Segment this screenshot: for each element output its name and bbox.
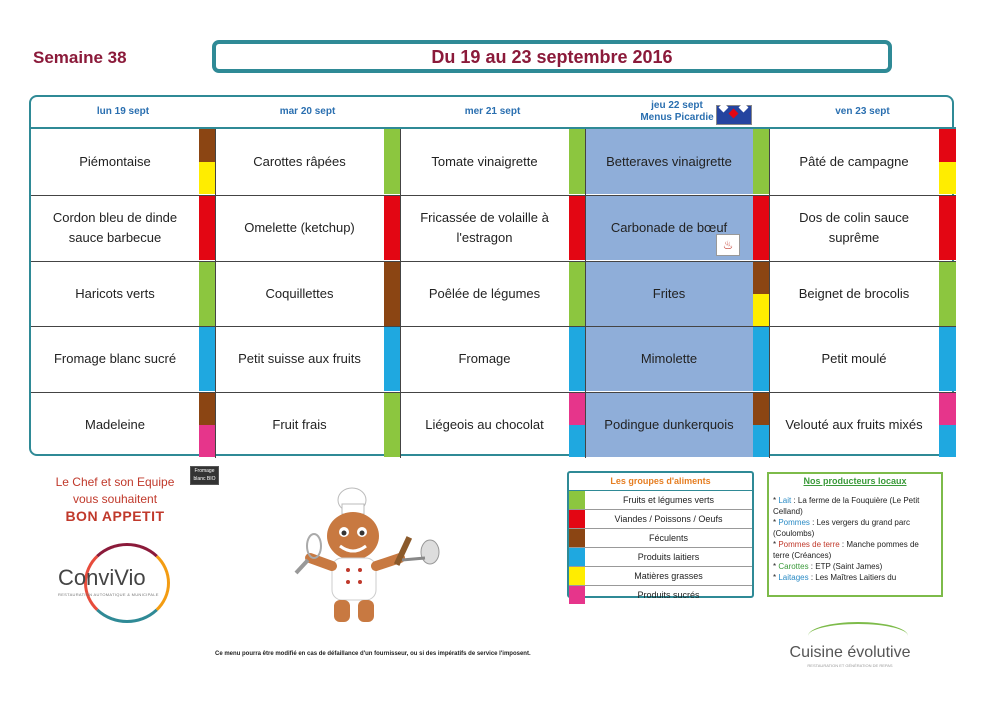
day-header-tue bbox=[215, 97, 400, 129]
menu-cell: Betteraves vinaigrette bbox=[585, 129, 753, 194]
menu-cell: Fruit frais bbox=[272, 416, 327, 432]
menu-cell: Piémontaise bbox=[79, 153, 151, 169]
day-theme: Menus Picardie bbox=[640, 112, 714, 123]
food-group-band bbox=[384, 392, 401, 457]
producer-text: ETP (Saint James) bbox=[815, 562, 883, 571]
greeting-line-2: vous souhaitent bbox=[72, 492, 158, 506]
row-divider bbox=[31, 392, 956, 393]
food-group-swatch bbox=[569, 529, 585, 547]
menu-cell: Dos de colin sauce suprême bbox=[799, 209, 909, 245]
day-name: mar 20 sept bbox=[279, 106, 336, 117]
food-group-label: Fruits et légumes verts bbox=[622, 495, 715, 505]
bio-badge bbox=[190, 466, 219, 485]
food-group-label: Matières grasses bbox=[634, 571, 703, 581]
producer-item: * Carottes : ETP (Saint James) bbox=[773, 562, 883, 571]
food-group-band bbox=[384, 129, 401, 194]
greeting-line-1: Le Chef et son Equipe bbox=[55, 475, 175, 489]
menu-cell: Fromage blanc sucré bbox=[53, 350, 177, 366]
menu-cell: Frites bbox=[585, 261, 753, 326]
menu-cell: Velouté aux fruits mixés bbox=[785, 416, 923, 432]
column-divider bbox=[585, 129, 586, 458]
food-group-band bbox=[939, 425, 956, 458]
food-group-band bbox=[199, 392, 216, 425]
food-group-band bbox=[199, 129, 216, 162]
bio-badge-text: Fromage blanc BIO bbox=[193, 468, 216, 482]
menu-cell: Omelette (ketchup) bbox=[244, 219, 355, 235]
producers-title: Nos producteurs locaux bbox=[803, 476, 907, 486]
column-divider bbox=[215, 129, 216, 458]
producer-key: Pommes bbox=[778, 518, 810, 527]
producer-text: Manche pommes de terre (Créances) bbox=[773, 540, 919, 560]
food-group-band bbox=[199, 261, 216, 326]
food-group-band bbox=[384, 261, 401, 326]
page-title: Du 19 au 23 septembre 2016 bbox=[212, 40, 892, 73]
week-label: Semaine 38 bbox=[33, 48, 127, 67]
food-group-band bbox=[199, 425, 216, 458]
row-divider bbox=[31, 261, 956, 262]
food-group-label: Viandes / Poissons / Oeufs bbox=[614, 514, 723, 524]
menu-cell: Poêlée de légumes bbox=[428, 285, 541, 301]
food-group-band bbox=[753, 392, 770, 425]
menu-cell: Petit suisse aux fruits bbox=[238, 350, 361, 366]
greeting bbox=[40, 474, 190, 525]
producer-text: Les Maîtres Laitiers du bbox=[815, 573, 897, 582]
food-group-band bbox=[569, 129, 586, 194]
disclaimer: Ce menu pourra être modifié en cas de défaillance d'un fournisseur, ou si des impératifs de service l'imposent. bbox=[215, 651, 531, 657]
food-group-band bbox=[569, 425, 586, 458]
food-groups-legend bbox=[567, 471, 754, 598]
food-group-band bbox=[939, 195, 956, 260]
food-group-row bbox=[569, 567, 752, 586]
food-group-band bbox=[753, 261, 770, 294]
food-group-label: Féculents bbox=[648, 533, 689, 543]
cuisine-name: Cuisine évolutive bbox=[789, 644, 911, 661]
food-groups-title: Les groupes d'aliments bbox=[569, 473, 752, 491]
food-group-row bbox=[569, 510, 752, 529]
producer-key: Pommes de terre bbox=[778, 540, 840, 549]
chef-hat-icon: ♨ bbox=[716, 234, 740, 256]
menu-cell: Cordon bleu de dinde sauce barbecue bbox=[52, 209, 178, 245]
picardie-flag-icon bbox=[716, 105, 752, 125]
menu-cell: Podingue dunkerquois bbox=[585, 392, 753, 457]
food-group-swatch bbox=[569, 510, 585, 528]
food-group-band bbox=[939, 326, 956, 391]
cuisine-subtitle: RESTAURATION ET GÉNÉRATION DE REPAS bbox=[807, 663, 893, 668]
column-divider bbox=[769, 129, 770, 458]
food-group-band bbox=[753, 294, 770, 327]
row-divider bbox=[31, 195, 956, 196]
producer-key: Carottes bbox=[778, 562, 809, 571]
food-group-band bbox=[939, 392, 956, 425]
menu-cell: Beignet de brocolis bbox=[798, 285, 910, 301]
producer-item: * Lait : La ferme de la Fouquière (Le Petit Celland) bbox=[773, 496, 920, 516]
menu-cell: Madeleine bbox=[85, 416, 145, 432]
food-group-band bbox=[569, 261, 586, 326]
producer-text: Les vergers du grand parc (Coulombs) bbox=[773, 518, 910, 538]
menu-cell: Fricassée de volaille à l'estragon bbox=[420, 209, 549, 245]
row-divider bbox=[31, 326, 956, 327]
convivio-logo bbox=[52, 543, 182, 623]
menu-cell: Mimolette bbox=[585, 326, 753, 391]
convivio-name: ConviVio bbox=[58, 565, 146, 590]
food-group-swatch bbox=[569, 548, 585, 566]
menu-cell: Liégeois au chocolat bbox=[425, 416, 544, 432]
producer-text: La ferme de la Fouquière (Le Petit Celland) bbox=[773, 496, 920, 516]
producer-item: * Pommes : Les vergers du grand parc (Coulombs) bbox=[773, 518, 910, 538]
day-header-wed bbox=[400, 97, 585, 129]
food-group-band bbox=[569, 326, 586, 391]
day-name: jeu 22 sept bbox=[651, 100, 703, 111]
food-group-band bbox=[753, 326, 770, 391]
producer-item: * Pommes de terre : Manche pommes de terre (Créances) bbox=[773, 540, 919, 560]
food-group-row bbox=[569, 529, 752, 548]
food-group-band bbox=[199, 162, 216, 195]
greeting-line-3: BON APPETIT bbox=[65, 508, 165, 524]
food-group-band bbox=[753, 129, 770, 194]
food-group-band bbox=[753, 195, 770, 260]
menu-cell: Fromage bbox=[458, 350, 511, 366]
food-group-band bbox=[939, 129, 956, 162]
cuisine-evolutive-logo bbox=[780, 620, 940, 670]
menu-cell: Carottes râpées bbox=[253, 153, 346, 169]
food-group-band bbox=[939, 261, 956, 326]
producer-key: Lait bbox=[778, 496, 792, 505]
gingerbread-chef-mascot-icon bbox=[290, 478, 460, 628]
producer-item: * Laitages : Les Maîtres Laitiers du bbox=[773, 573, 897, 582]
menu-cell: Carbonade de bœuf bbox=[585, 195, 753, 260]
day-name: ven 23 sept bbox=[835, 106, 890, 117]
food-group-band bbox=[384, 326, 401, 391]
food-group-band bbox=[753, 425, 770, 458]
food-group-label: Produits sucrés bbox=[637, 590, 700, 600]
food-group-band bbox=[939, 162, 956, 195]
day-header-fri bbox=[769, 97, 956, 129]
food-group-band bbox=[199, 326, 216, 391]
menu-cell: Petit moulé bbox=[821, 350, 887, 366]
food-group-band bbox=[569, 392, 586, 425]
food-group-row bbox=[569, 586, 752, 604]
menu-cell: Coquillettes bbox=[265, 285, 334, 301]
day-name: mer 21 sept bbox=[464, 106, 521, 117]
food-group-band bbox=[199, 195, 216, 260]
food-group-swatch bbox=[569, 491, 585, 509]
menu-cell: Haricots verts bbox=[75, 285, 155, 301]
food-group-swatch bbox=[569, 586, 585, 604]
menu-cell: Pâté de campagne bbox=[799, 153, 909, 169]
food-group-row bbox=[569, 491, 752, 510]
column-divider bbox=[400, 129, 401, 458]
food-group-swatch bbox=[569, 567, 585, 585]
day-header-mon bbox=[31, 97, 215, 129]
food-group-label: Produits laitiers bbox=[637, 552, 700, 562]
producer-key: Laitages bbox=[778, 573, 809, 582]
food-group-band bbox=[384, 195, 401, 260]
food-group-row bbox=[569, 548, 752, 567]
food-group-band bbox=[569, 195, 586, 260]
convivio-subtitle: RESTAURATION AUTOMATIQUE & MUNICIPALE bbox=[58, 592, 159, 597]
local-producers-box bbox=[767, 472, 943, 597]
day-name: lun 19 sept bbox=[96, 106, 150, 117]
menu-cell: Tomate vinaigrette bbox=[431, 153, 538, 169]
